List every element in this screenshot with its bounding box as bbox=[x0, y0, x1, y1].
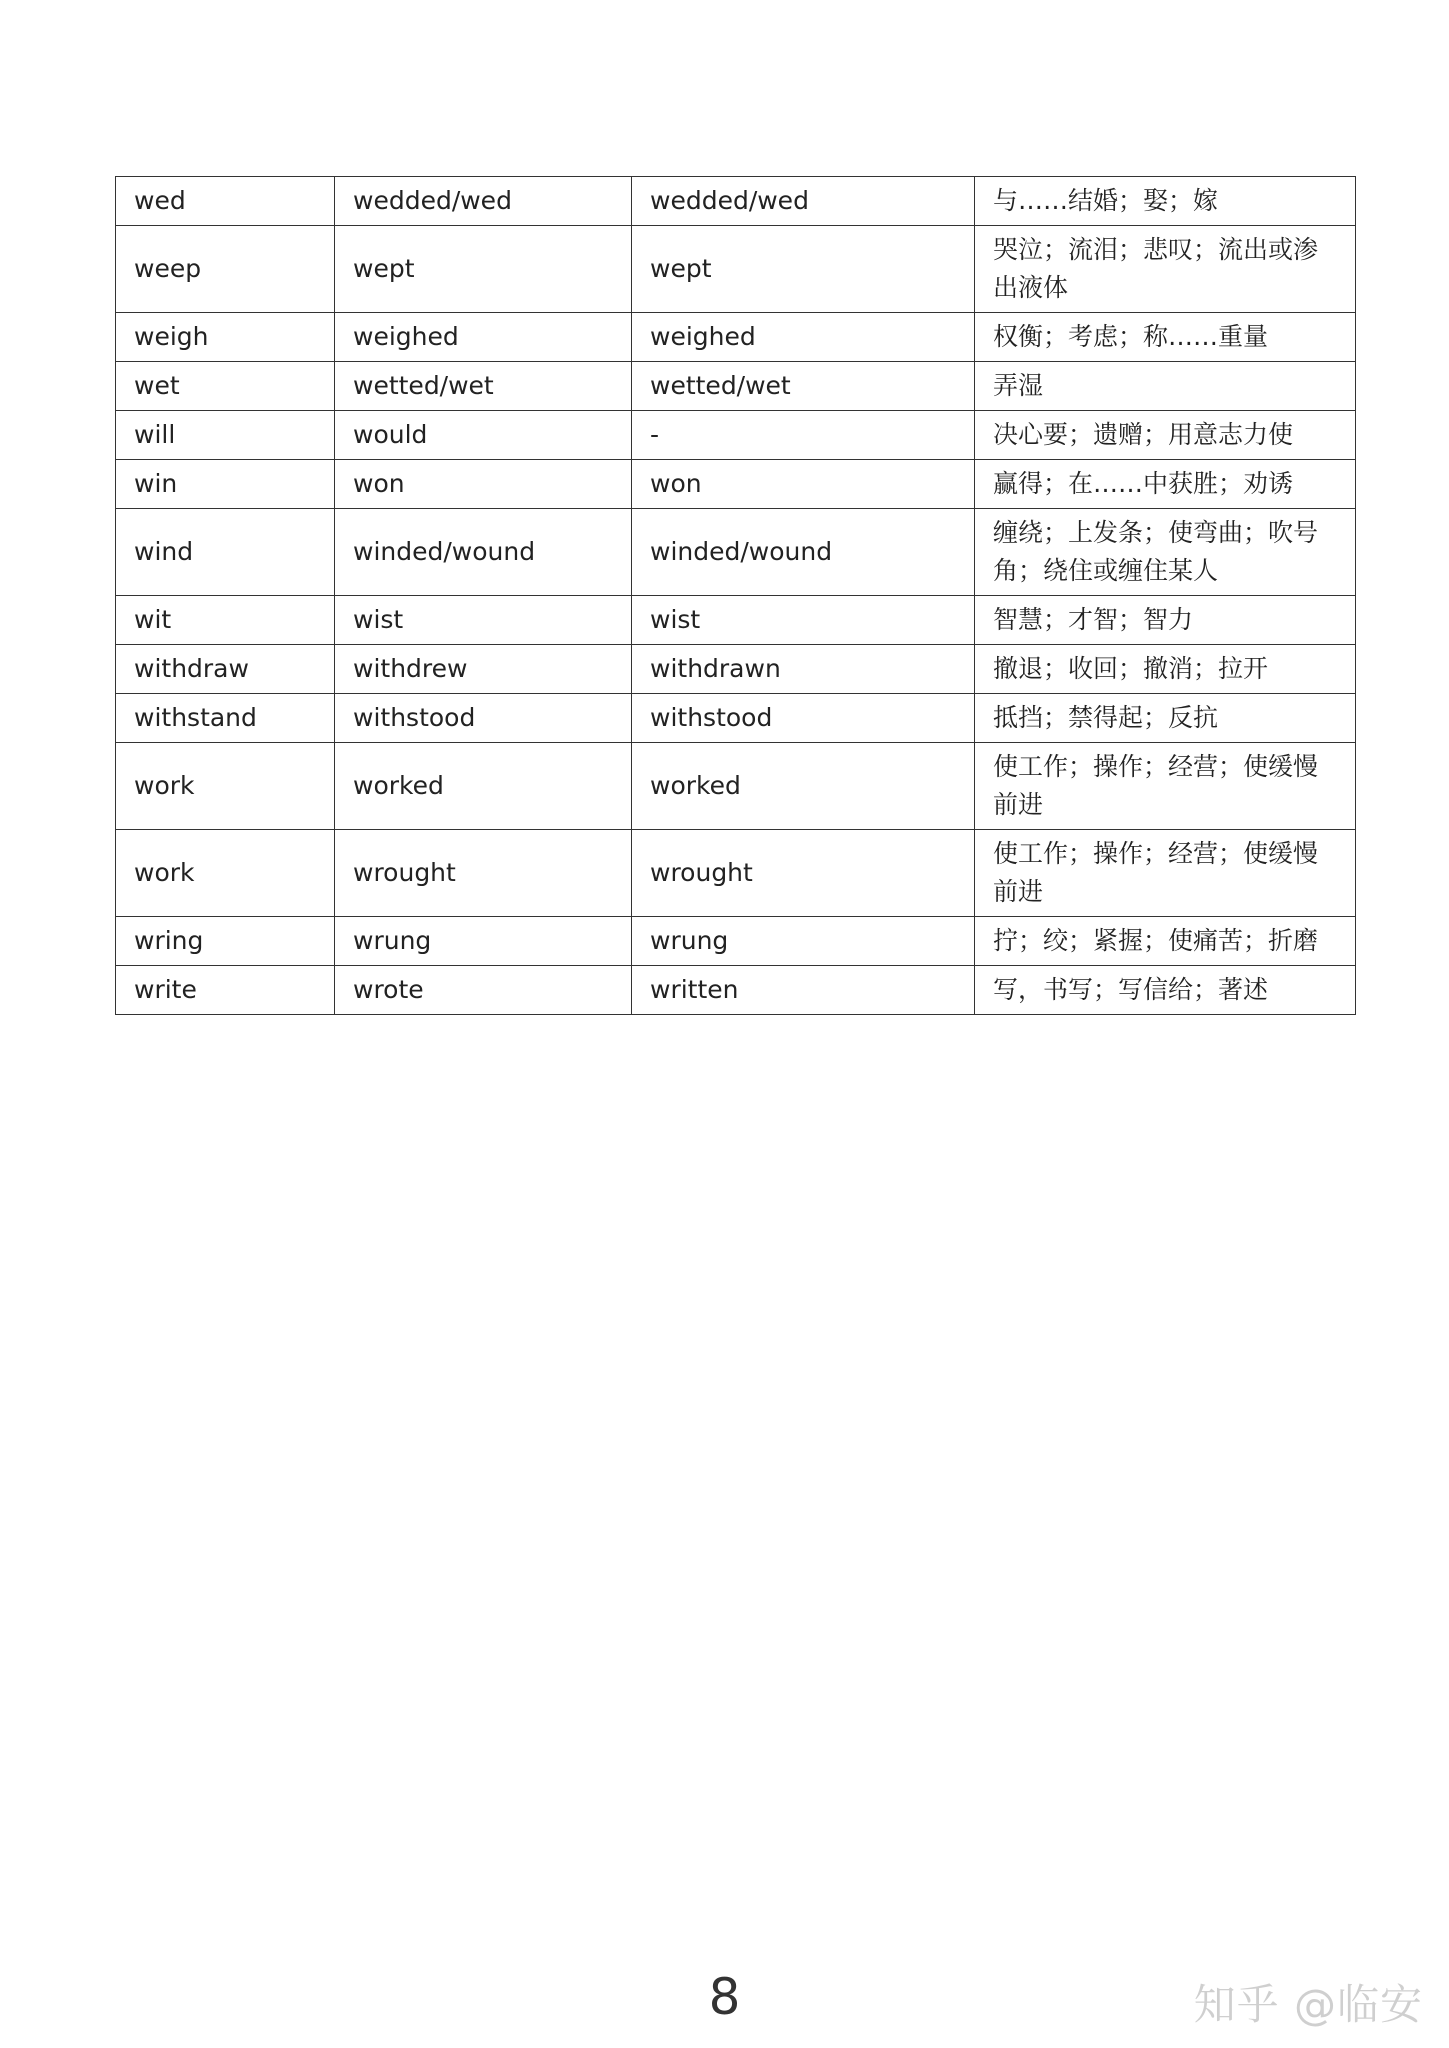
base-form-cell: weigh bbox=[116, 313, 335, 362]
past-participle-cell: weighed bbox=[632, 313, 975, 362]
past-participle-cell: wrung bbox=[632, 917, 975, 966]
past-participle-cell: worked bbox=[632, 743, 975, 830]
table-row bbox=[116, 917, 1356, 966]
table-row bbox=[116, 509, 1356, 596]
past-tense-cell: would bbox=[335, 411, 632, 460]
past-participle-cell: wist bbox=[632, 596, 975, 645]
base-form-cell: wet bbox=[116, 362, 335, 411]
table-row bbox=[116, 177, 1356, 226]
past-participle-cell: - bbox=[632, 411, 975, 460]
table-row bbox=[116, 313, 1356, 362]
base-form-cell: withdraw bbox=[116, 645, 335, 694]
table-row bbox=[116, 830, 1356, 917]
past-tense-cell: withstood bbox=[335, 694, 632, 743]
table-row bbox=[116, 226, 1356, 313]
meaning-cell: 缠绕；上发条；使弯曲；吹号角；绕住或缠住某人 bbox=[975, 509, 1356, 596]
base-form-cell: work bbox=[116, 743, 335, 830]
table-row bbox=[116, 966, 1356, 1015]
meaning-cell: 哭泣；流泪；悲叹；流出或渗出液体 bbox=[975, 226, 1356, 313]
past-tense-cell: wedded/wed bbox=[335, 177, 632, 226]
base-form-cell: win bbox=[116, 460, 335, 509]
past-participle-cell: written bbox=[632, 966, 975, 1015]
table-row bbox=[116, 743, 1356, 830]
irregular-verb-table bbox=[115, 176, 1356, 1015]
table-row bbox=[116, 645, 1356, 694]
base-form-cell: wed bbox=[116, 177, 335, 226]
past-participle-cell: wept bbox=[632, 226, 975, 313]
meaning-cell: 决心要；遗赠；用意志力使 bbox=[975, 411, 1356, 460]
past-tense-cell: worked bbox=[335, 743, 632, 830]
base-form-cell: write bbox=[116, 966, 335, 1015]
meaning-cell: 撤退；收回；撤消；拉开 bbox=[975, 645, 1356, 694]
past-participle-cell: wrought bbox=[632, 830, 975, 917]
table-row bbox=[116, 411, 1356, 460]
meaning-cell: 智慧；才智；智力 bbox=[975, 596, 1356, 645]
past-participle-cell: winded/wound bbox=[632, 509, 975, 596]
meaning-cell: 拧；绞；紧握；使痛苦；折磨 bbox=[975, 917, 1356, 966]
past-tense-cell: wetted/wet bbox=[335, 362, 632, 411]
base-form-cell: will bbox=[116, 411, 335, 460]
meaning-cell: 写，书写；写信给；著述 bbox=[975, 966, 1356, 1015]
past-tense-cell: won bbox=[335, 460, 632, 509]
base-form-cell: withstand bbox=[116, 694, 335, 743]
past-participle-cell: withstood bbox=[632, 694, 975, 743]
meaning-cell: 使工作；操作；经营；使缓慢前进 bbox=[975, 743, 1356, 830]
past-tense-cell: winded/wound bbox=[335, 509, 632, 596]
base-form-cell: wind bbox=[116, 509, 335, 596]
meaning-cell: 赢得；在……中获胜；劝诱 bbox=[975, 460, 1356, 509]
past-tense-cell: wept bbox=[335, 226, 632, 313]
meaning-cell: 与……结婚；娶；嫁 bbox=[975, 177, 1356, 226]
base-form-cell: wring bbox=[116, 917, 335, 966]
past-tense-cell: withdrew bbox=[335, 645, 632, 694]
watermark: 知乎 @临安 bbox=[1193, 1980, 1423, 2029]
past-tense-cell: wist bbox=[335, 596, 632, 645]
meaning-cell: 使工作；操作；经营；使缓慢前进 bbox=[975, 830, 1356, 917]
past-tense-cell: wrote bbox=[335, 966, 632, 1015]
base-form-cell: work bbox=[116, 830, 335, 917]
meaning-cell: 弄湿 bbox=[975, 362, 1356, 411]
table-row bbox=[116, 694, 1356, 743]
meaning-cell: 权衡；考虑；称……重量 bbox=[975, 313, 1356, 362]
past-participle-cell: wetted/wet bbox=[632, 362, 975, 411]
table-row bbox=[116, 596, 1356, 645]
page-number: 8 bbox=[708, 1968, 741, 2026]
past-participle-cell: withdrawn bbox=[632, 645, 975, 694]
past-participle-cell: wedded/wed bbox=[632, 177, 975, 226]
base-form-cell: weep bbox=[116, 226, 335, 313]
base-form-cell: wit bbox=[116, 596, 335, 645]
table-row bbox=[116, 362, 1356, 411]
meaning-cell: 抵挡；禁得起；反抗 bbox=[975, 694, 1356, 743]
past-tense-cell: weighed bbox=[335, 313, 632, 362]
past-tense-cell: wrung bbox=[335, 917, 632, 966]
past-tense-cell: wrought bbox=[335, 830, 632, 917]
table-row bbox=[116, 460, 1356, 509]
past-participle-cell: won bbox=[632, 460, 975, 509]
